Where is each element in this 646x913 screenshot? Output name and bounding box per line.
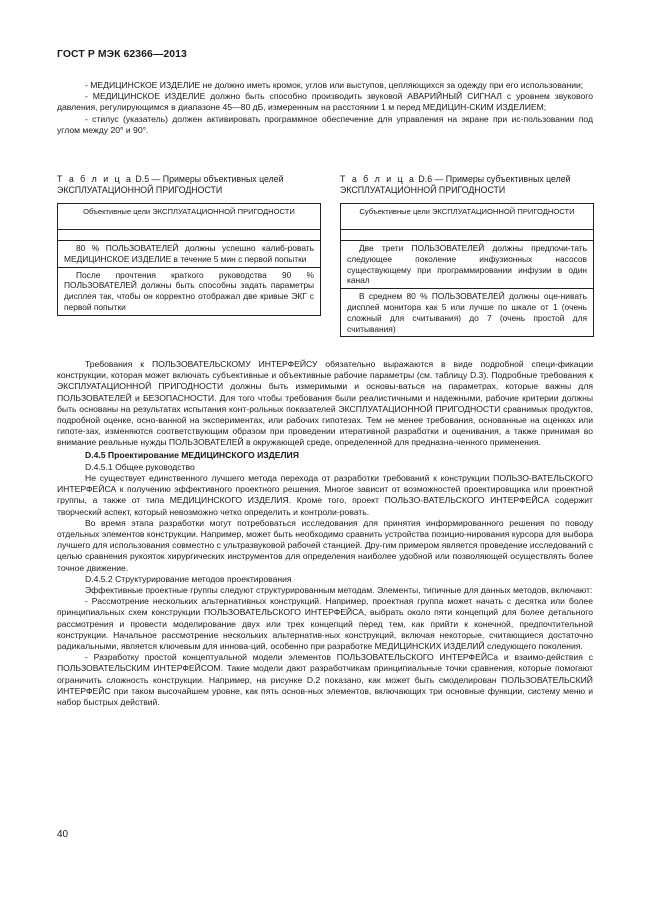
subsection-heading: D.4.5.1 Общее руководство bbox=[85, 461, 195, 472]
paragraph: Не существует единственного лучшего метода перехода от разработки требований к конструкции ПОЛЬЗО-ВАТЕЛЬСКОГО ИНТЕРФЕЙСА к получению эффективного проектного решения. Многое зависит от возможностей проектировщика или проектной группы, а также от типа МЕДИЦИНСКОГО ИЗДЕЛИЯ. Кроме того, проект ПОЛЬЗО-ВАТЕЛЬСКОГО ИНТЕРФЕЙСА содержит творческий аспект, который невозможно четко определить и контроли-ровать. bbox=[57, 473, 593, 517]
table-d5-header: Объективные цели ЭКСПЛУАТАЦИОННОЙ ПРИГОДНОСТИ bbox=[58, 204, 320, 230]
intro-item: - МЕДИЦИНСКОЕ ИЗДЕЛИЕ должно быть способно производить звуковой АВАРИЙНЫЙ СИГНАЛ с уровнем звукового давления, регулирующимся в диапазоне 45—80 дБ, измеренным на расстоянии 1 м перед МЕДИЦИН-СКИМ ИЗДЕЛИЕМ; bbox=[57, 91, 593, 113]
intro-list bbox=[57, 80, 593, 136]
table-d6-header: Субъективные цели ЭКСПЛУАТАЦИОННОЙ ПРИГОДНОСТИ bbox=[341, 204, 593, 230]
table-d5-row: 80 % ПОЛЬЗОВАТЕЛЕЙ должны успешно калиб-ровать МЕДИЦИНСКОЕ ИЗДЕЛИЕ в течение 5 мин с первой попытки bbox=[58, 241, 320, 268]
page-number: 40 bbox=[57, 829, 69, 840]
table-d5-spacer bbox=[58, 230, 320, 241]
paragraph: Требования к ПОЛЬЗОВАТЕЛЬСКОМУ ИНТЕРФЕЙСУ обязательно выражаются в виде подробной специ-фикации конструкции, которая может включать субъективные и объективные рабочие параметры (см. таблицу D.3). Подробные требования к ЭКСПЛУАТАЦИОННОЙ ПРИГОДНОСТИ должны быть измеримыми и основы-ваться на параметрах, которые важны для ПОЛЬЗОВАТЕЛЕЙ и БЕЗОПАСНОСТИ. Для того чтобы требования были реалистичными и надежными, рабочие критерии должны быть основаны на результатах испытания конт-рольных показателей ЭКСПЛУАТАЦИОННОЙ ПРИГОДНОСТИ сравнимых продуктов, подробной оценке, осно-ванной на экспериментах, или рабочих гипотезах. Тем не менее требования, основанные на оценках или гипоте-зах, изменяются соответствующим образом при проведении итеративной разработки и оценивания, а также принимая во внимание реальные нужды ПОЛЬЗОВАТЕЛЕЙ в окружающей среде, определенной для предназна-ченного применения. bbox=[57, 359, 593, 448]
body-text bbox=[57, 359, 593, 708]
table-d6-row: Две трети ПОЛЬЗОВАТЕЛЕЙ должны предпочи-тать следующее поколение инфузионных насосов существующему при программировании инфузии в один канал bbox=[341, 241, 593, 289]
table-d5 bbox=[57, 203, 321, 316]
table-d6-spacer bbox=[341, 230, 593, 241]
table-d5-caption-text: D.5 — Примеры объективных целей ЭКСПЛУАТАЦИОННОЙ ПРИГОДНОСТИ bbox=[57, 174, 284, 195]
paragraph: Во время этапа разработки могут потребоваться исследования для принятия информированного решения по поводу отдельных элементов конструкции. Например, может быть необходимо сравнить устройства позицио-нирования курсора для выбора лучшего для использования совместно с ультразвуковой рабочей станцией. Дру-гим примером является проведение исследований с целью сравнения рукояток хирургических инструментов для определения наиболее удобной или позволяющей осуществлять более точное движение. bbox=[57, 517, 593, 573]
table-d6-caption-label: Т а б л и ц а bbox=[340, 174, 416, 184]
section-heading: D.4.5 Проектирование МЕДИЦИНСКОГО ИЗДЕЛИЯ bbox=[85, 449, 299, 460]
subsection-heading: D.4.5.2 Структурирование методов проектирования bbox=[85, 573, 292, 584]
intro-item: - МЕДИЦИНСКОЕ ИЗДЕЛИЕ не должно иметь кромок, углов или выступов, цепляющихся за одежду при его использовании; bbox=[85, 80, 584, 90]
intro-item: - стилус (указатель) должен активировать программное обеспечение для управления на экране при ис-пользовании под углом между 20° и 90°. bbox=[57, 113, 593, 135]
table-d6-caption bbox=[340, 174, 602, 196]
paragraph: - Разработку простой концептуальной модели элементов ПОЛЬЗОВАТЕЛЬСКОГО ИНТЕРФЕЙСа и взаимо-действия с ПОЛЬЗОВАТЕЛЬСКИМ ИНТЕРФЕЙСОМ. Такие модели дают разработчикам принципиальные точки сравнения, которые помогают ограничить сложность конструкции. Например, на рисунке D.2 показано, как может быть смоделирован ПОЛЬЗОВАТЕЛЬСКИЙ ИНТЕРФЕЙС при таком высочайшем уровне, как пять основ-ных элементов, включающих три основные функции, систему меню и набор быстрых действий. bbox=[57, 652, 593, 708]
paragraph: - Рассмотрение нескольких альтернативных конструкций. Например, проектная группа может начать с десятка или более принципиальных схем конструкции ПОЛЬЗОВАТЕЛЬСКОГО ИНТЕРФЕЙСА, выбрать около пяти концепций для более детального рассмотрения и провести моделирование двух или трех концепций перед тем, как прийти к конечной, предпочтительной конструкции. Начальное рассмотрение нескольких альтернатив-ных конструкций, включая некоторые, считающиеся достаточно радикальными, является ключевым для иннова-ций, особенно при разработке МЕДИЦИНСКИХ ИЗДЕЛИЙ следующего поколения. bbox=[57, 596, 593, 652]
table-d6 bbox=[340, 203, 594, 337]
table-d5-caption bbox=[57, 174, 319, 196]
table-d6-caption-text: D.6 — Примеры субъективных целей ЭКСПЛУАТАЦИОННОЙ ПРИГОДНОСТИ bbox=[340, 174, 571, 195]
table-d5-caption-label: Т а б л и ц а bbox=[57, 174, 133, 184]
paragraph: Эффективные проектные группы следуют структурированным методам. Элементы, типичные для данных методов, включают: bbox=[85, 585, 593, 596]
document-header: ГОСТ Р МЭК 62366—2013 bbox=[57, 49, 187, 60]
table-d5-row: После прочтения краткого руководства 90 % ПОЛЬЗОВАТЕЛЕЙ должны быть способны задать параметры дисплея так, чтобы он корректно отображал две кривые ЭКГ с первой попытки bbox=[64, 269, 314, 312]
table-d6-row: В среднем 80 % ПОЛЬЗОВАТЕЛЕЙ должны оце-нивать дисплей монитора как 5 или лучше по шкале от 1 (очень сложный для считывания) до 7 (очень простой для считывания) bbox=[347, 291, 587, 334]
